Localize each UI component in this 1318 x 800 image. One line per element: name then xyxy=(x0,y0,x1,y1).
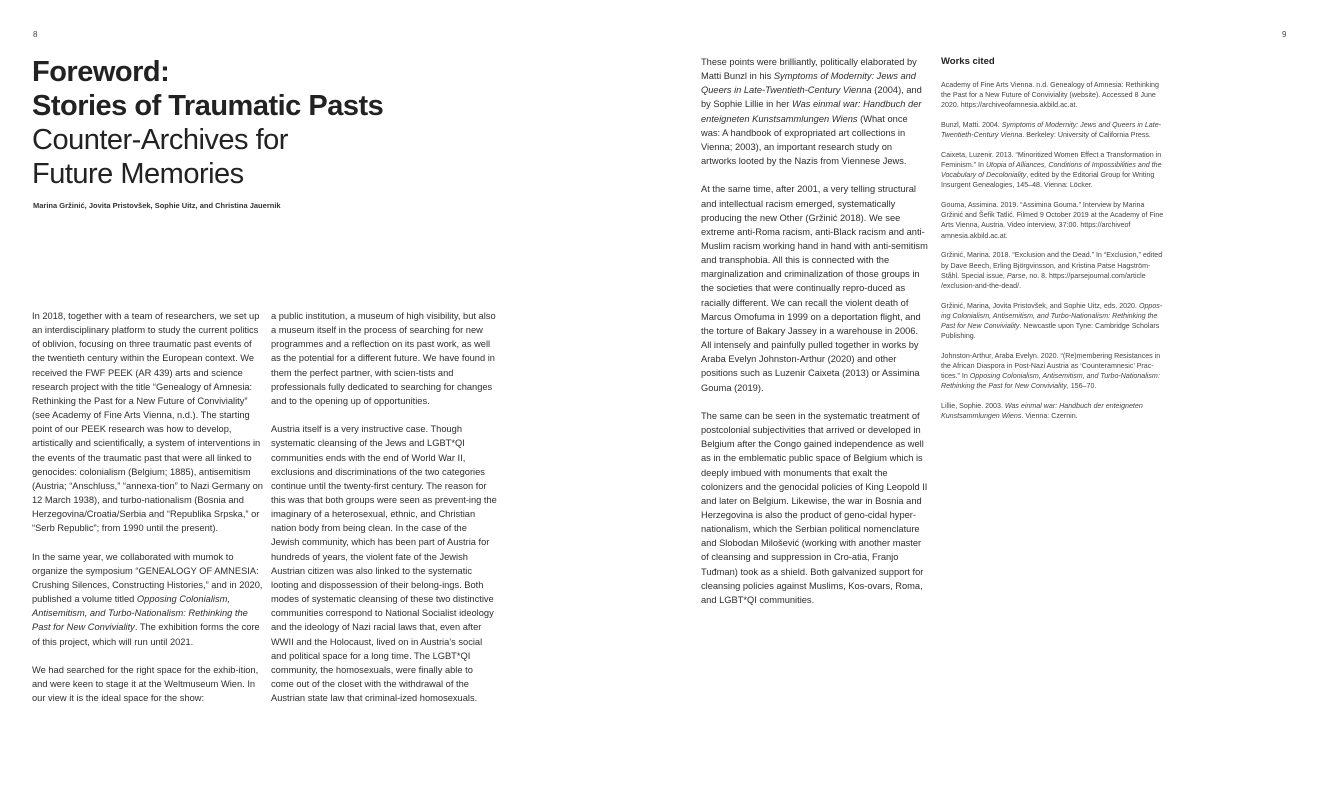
text-run: . Berkeley: University of California Press. xyxy=(1022,131,1151,140)
page-title xyxy=(32,55,452,191)
text-run: Caixeta, Luzenir. 2013. “Minoritized Women Effect a Transformation in Feminism.” In xyxy=(941,151,1162,170)
text-run: Johnston-Arthur, Araba Evelyn. 2020. “(Re)membering Resistances in the African Diaspora in Post-Nazi Austria as ‘Counteramnesic’ Prac-tices.” In xyxy=(941,351,1161,380)
paragraph xyxy=(32,550,264,649)
citation-title: Symptoms of Modernity: Jews and Queers in Late-Twentieth-Century Vienna xyxy=(941,121,1162,140)
text-run: Academy of Fine Arts Vienna. n.d. Genealogy of Amnesia: Rethinking the Past for a New Future of Conviviality (website). Accessed 8 June 2020. https://archiveofamnesia.akbild.ac.at. xyxy=(941,81,1159,110)
text-run: Gržinić, Marina, Jovita Pristovšek, and Sophie Uitz, eds. 2020. xyxy=(941,301,1139,310)
text-run: (2004), and by Sophie Lillie in her xyxy=(701,85,922,110)
text-run: In 2018, together with a team of researchers, we set up an interdisciplinary platform to study the current politics of oblivion, focusing on three traumatic past events of the twentieth century within the European context. We received the FWF PEEK (AR 439) arts and science research project with the title “Genealogy of Amnesia: Rethinking the Past for a New Future of Conviviality” (see Academy of Fine Arts Vienna, n.d.). The starting point of our PEEK research was how to develop, artistically and scientifically, a system of interventions in the events of the traumatic past that were all linked to genocides: colonialism (Belgium; 1885), antisemitism (Austria; “Anschluss,” “annexa-tion” to Nazi Germany on 12 March 1938), and turbo-nationalism (Bosnia and Herzegovina/Croatia/Serbia and “Republika Srpska,” or “Serb Republic”; from 1990 until the present). xyxy=(32,311,263,534)
text-run: Lillie, Sophie. 2003. xyxy=(941,401,1005,410)
text-run: In the same year, we collaborated with mumok to organize the symposium “GENEALOGY OF AMNESIA: Crushing Silences, Constructing Histories,” and in 2020, published a volume titled xyxy=(32,551,263,605)
citation-entry xyxy=(941,401,1166,421)
paragraph xyxy=(701,55,929,168)
subtitle-line-2: Future Memories xyxy=(32,158,244,190)
text-run: , edited by the Editorial Group for Writing Insurgent Genealogies, 145–48. Vienna: Löcker. xyxy=(941,171,1155,190)
citation-entry xyxy=(941,351,1166,391)
citation-title: Was einmal war: Handbuch der enteigneten Kunstsammlungen Wiens xyxy=(941,401,1143,421)
paragraph xyxy=(32,663,264,705)
citation-entry xyxy=(941,301,1166,341)
paragraph xyxy=(271,309,497,408)
text-run: Austria itself is a very instructive case. Though systematic cleansing of the Jews and LGBT*QI communities ends with the end of World War II, exclusions and discriminations of the two categories continue until the twenty-first century. The reason for this was that both groups were seen as prevent-ing the imaginary of a heterosexual, ethnic, and Christian nation body from being clean. In the case of the Jewish community, which has been part of Austria for hundreds of years, the violent fate of the Jewish Austrian citizen was also linked to the systematic looting and dispossession of their belong-ings. Both modes of systematic cleansing of these two distinctive communities correspond to National Socialist ideology and the ideology of Nazi racial laws that, even after WWII and the Holocaust, lived on in Austria’s social and political space for a long time. The LGBT*QI community, the homosexuals, were finally able to come out of the closet with the withdrawal of the Austrian state law that criminal-ized homosexuals. xyxy=(271,424,497,704)
body-column-2 xyxy=(271,309,497,720)
citation-entry xyxy=(941,250,1166,290)
text-run: These points were brilliantly, politically elaborated by Matti Bunzl in his xyxy=(701,57,917,82)
text-run: a public institution, a museum of high visibility, but also a museum itself in the process of searching for new programmes and a reflection on its past work, as well as the potential for a different future. We have found in them the perfect partner, with scien-tists and professionals fully dedicated to searching for changes and to the opening up of opportunities. xyxy=(271,311,496,406)
title-line-1: Foreword: xyxy=(32,56,170,88)
works-cited-heading: Works cited xyxy=(941,56,995,67)
subtitle-line-1: Counter-Archives for xyxy=(32,124,288,156)
book-title: Was einmal war: Handbuch der enteigneten Kunstsammlungen Wiens xyxy=(701,99,922,124)
text-run: Bunzl, Matti. 2004. xyxy=(941,121,1002,130)
citation-title: Parse xyxy=(1006,271,1026,280)
paragraph xyxy=(32,309,264,536)
paragraph xyxy=(701,409,929,607)
text-run: . Newcastle upon Tyne: Cambridge Scholars Publishing. xyxy=(941,321,1160,340)
text-run: . The exhibition forms the core of this project, which will run until 2021. xyxy=(32,622,260,647)
body-column-1 xyxy=(32,309,264,719)
citation-title: Opposing Colonialism, Antisemitism, and Turbo-Nationalism: Rethinking the Past for New Conviviality xyxy=(941,371,1160,391)
text-run: At the same time, after 2001, a very telling structural and intellectual racism emerged, systematically producing the new Other (Gržinić 2018). We see extreme anti-Roma racism, anti-Black racism and anti-Muslim racism working hand in hand with anti-semitism and transphobia. All this is connected with the marginalization and criminalization of those groups in the societies that were continually repro-duced as racially different. We can recall the violent death of Marcus Omofuma in 1999 on a deportation flight, and the torture of Bakary Jassey in a warehouse in 2006. All intensely and painfully pulled together in works by Araba Evelyn Johnston-Arthur (2020) and other positions such as Luzenir Caixeta (2013) or Assimina Gouma (2019). xyxy=(701,184,928,393)
book-title: Opposing Colonialism, Antisemitism, and Turbo-Nationalism: Rethinking the Past for New Conviviality xyxy=(32,594,248,633)
text-run: Gouma, Assimina. 2019. “Assimina Gouma.” Interview by Marina Gržinić and Šefik Tatlić. Filmed 9 October 2019 at the Academy of Fine Arts Vienna, Austria. Video interview, 37:00. https://archiveof amnesia.akbild.ac.at. xyxy=(941,201,1164,240)
page-number-right: 9 xyxy=(1282,30,1287,39)
citation-entry xyxy=(941,120,1166,140)
text-run: Gržinić, Marina. 2018. “Exclusion and the Dead.” In “Exclusion,” edited by Dave Beech, Erling Björgvinsson, and Kristina Patse Hagström-Ståhl. Special issue, xyxy=(941,251,1163,280)
citation-entry xyxy=(941,200,1166,240)
text-run: , 156–70. xyxy=(1066,382,1097,391)
paragraph xyxy=(701,182,929,394)
citation-title: Utopia of Alliances, Conditions of Impossibilities and the Vocabulary of Decoloniality xyxy=(941,161,1162,180)
page-number-left: 8 xyxy=(33,30,38,39)
text-run: , no. 8. https://parsejournal.com/article /exclusion-and-the-dead/. xyxy=(941,271,1146,290)
citation-entry xyxy=(941,80,1166,110)
works-cited xyxy=(941,56,1166,431)
title-line-2: Stories of Traumatic Pasts xyxy=(32,90,384,122)
author-byline: Marina Gržinić, Jovita Pristovšek, Sophie Uitz, and Christina Jauernik xyxy=(33,201,281,210)
text-run: (What once was: A handbook of expropriated art collections in Vienna; 2003), an important research study on artworks looted by the Nazis from Viennese Jews. xyxy=(701,113,908,167)
citation-title: Oppos-ing Colonialism, Antisemitism, and Turbo-Nationalism: Rethinking the Past for New Conviviality xyxy=(941,301,1163,330)
body-column-3 xyxy=(701,55,929,621)
paragraph xyxy=(271,422,497,705)
text-run: We had searched for the right space for the exhib-ition, and were keen to stage it at the Weltmuseum Wien. In our view it is the ideal space for the show: xyxy=(32,664,259,704)
book-title: Symptoms of Modernity: Jews and Queers in Late-Twentieth-Century Vienna xyxy=(701,71,916,96)
citation-entry xyxy=(941,150,1166,190)
text-run: . Vienna: Czernin. xyxy=(1021,412,1078,421)
text-run: The same can be seen in the systematic treatment of postcolonial subjectivities that arrived or developed in Belgium after the Congo gained independence as well as in the emblematic public space of Belgium which is deeply imbued with monuments that exalt the colonizers and the genocidal policies of King Leopold II and later on Belgium. Likewise, the war in Bosnia and Herzegovina is also the product of geno-cidal hyper-nationalism, which the Serbian political nomenclature and Slobodan Milošević (working with another master of cleansing and suppression in Cro-atia, Franjo Tuđman) took as a shield. Both galvanized support for cleansing policies against Muslims, Kos-ovars, Roma, and LGBT*QI communities. xyxy=(701,410,928,605)
